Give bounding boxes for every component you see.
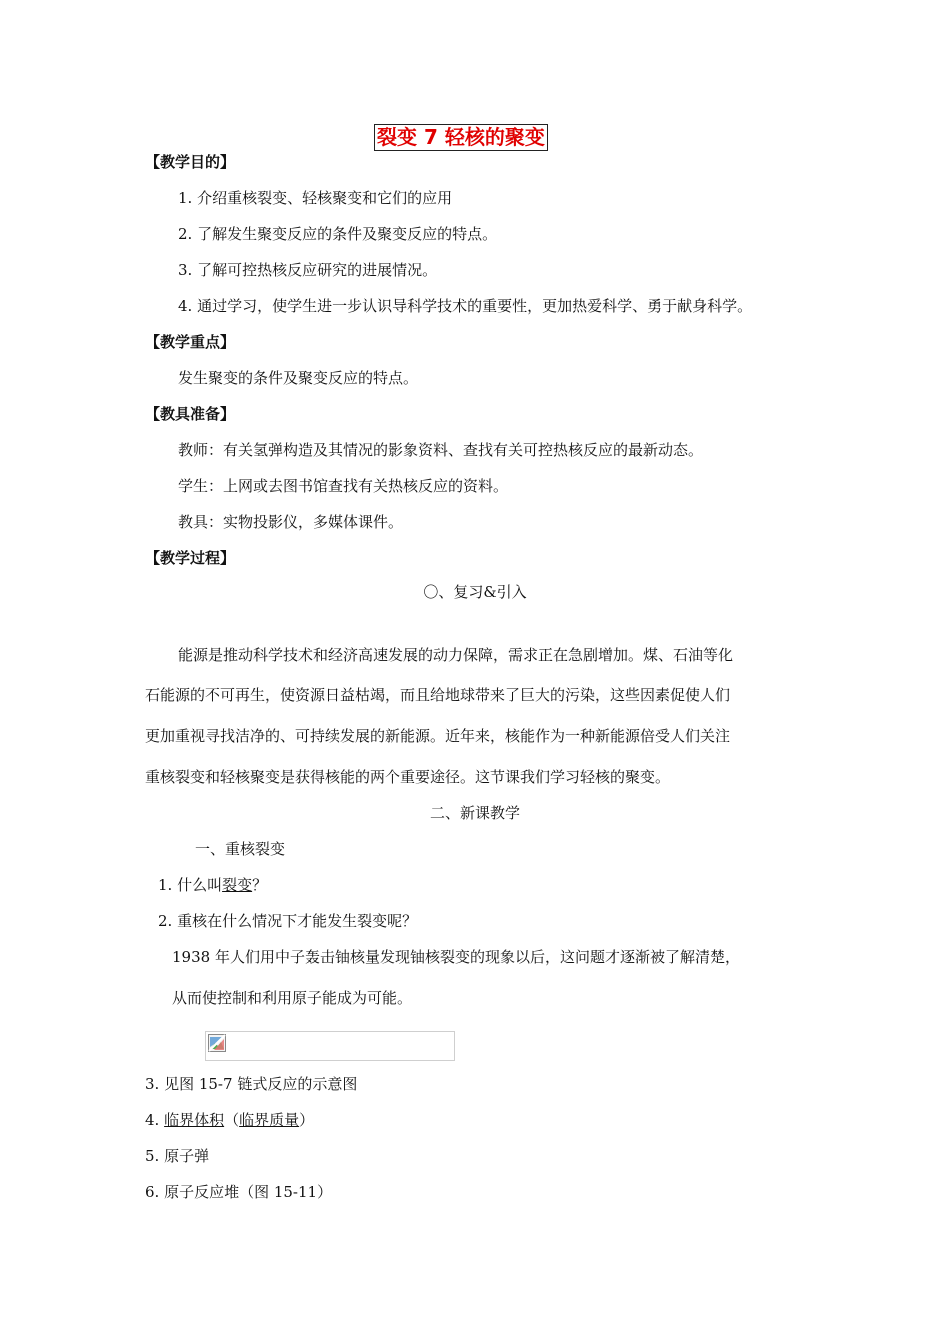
intro-paragraph-line: 更加重视寻找洁净的、可持续发展的新能源。近年来，核能作为一种新能源倍受人们关注 (145, 727, 731, 745)
preparation-teacher: 教师：有关氢弹构造及其情况的影象资料、查找有关可控热核反应的最新动态。 (178, 441, 704, 459)
item-four-close-paren: ） (299, 1111, 315, 1129)
intro-paragraph-line: 能源是推动科学技术和经济高速发展的动力保障，需求正在急剧增加。煤、石油等化 (178, 646, 734, 664)
term-fission: 裂变 (222, 876, 253, 894)
objective-item: 4. 通过学习，使学生进一步认识导科学技术的重要性，更加热爱科学、勇于献身科学。 (178, 297, 753, 315)
review-heading: 〇、复习&引入 (423, 583, 527, 601)
objective-item: 3. 了解可控热核反应研究的进展情况。 (178, 261, 438, 279)
objective-item: 1. 介绍重核裂变、轻核聚变和它们的应用 (178, 189, 453, 207)
question-one-prefix: 1. 什么叫 (158, 876, 223, 894)
key-points-text: 发生聚变的条件及聚变反应的特点。 (178, 369, 419, 387)
term-critical-mass: 临界质量 (239, 1111, 300, 1129)
preparation-student: 学生：上网或去图书馆查找有关热核反应的资料。 (178, 477, 509, 495)
section-one-heading: 一、重核裂变 (195, 840, 286, 858)
process-heading: 【教学过程】 (145, 549, 236, 567)
item-three: 3. 见图 15-7 链式反应的示意图 (145, 1075, 358, 1093)
question-one (158, 875, 267, 895)
new-lesson-heading: 二、新课教学 (429, 804, 520, 822)
question-one-suffix: ？ (252, 876, 268, 894)
answer-line: 从而使控制和利用原子能成为可能。 (172, 989, 413, 1007)
intro-paragraph-line: 石能源的不可再生，使资源日益枯竭，而且给地球带来了巨大的污染，这些因素促使人们 (145, 686, 731, 704)
item-four-prefix: 4. (145, 1111, 165, 1129)
key-points-heading: 【教学重点】 (145, 333, 236, 351)
item-four (145, 1110, 314, 1130)
preparation-heading: 【教具准备】 (145, 405, 236, 423)
term-critical-volume: 临界体积 (164, 1111, 225, 1129)
document-title: 裂变 7 轻核的聚变 (374, 124, 548, 151)
broken-image-icon (208, 1034, 226, 1052)
missing-image-placeholder (205, 1031, 455, 1061)
objectives-heading: 【教学目的】 (145, 153, 236, 171)
question-two: 2. 重核在什么情况下才能发生裂变呢？ (158, 912, 418, 930)
answer-line: 1938 年人们用中子轰击铀核量发现铀核裂变的现象以后，这问题才逐渐被了解清楚， (172, 948, 740, 966)
objective-item: 2. 了解发生聚变反应的条件及聚变反应的特点。 (178, 225, 498, 243)
item-five: 5. 原子弹 (145, 1147, 210, 1165)
intro-paragraph-line: 重核裂变和轻核聚变是获得核能的两个重要途径。这节课我们学习轻核的聚变。 (145, 768, 671, 786)
item-six: 6. 原子反应堆（图 15-11） (145, 1183, 333, 1201)
preparation-tools: 教具：实物投影仪，多媒体课件。 (178, 513, 404, 531)
item-four-open-paren: （ (224, 1111, 240, 1129)
